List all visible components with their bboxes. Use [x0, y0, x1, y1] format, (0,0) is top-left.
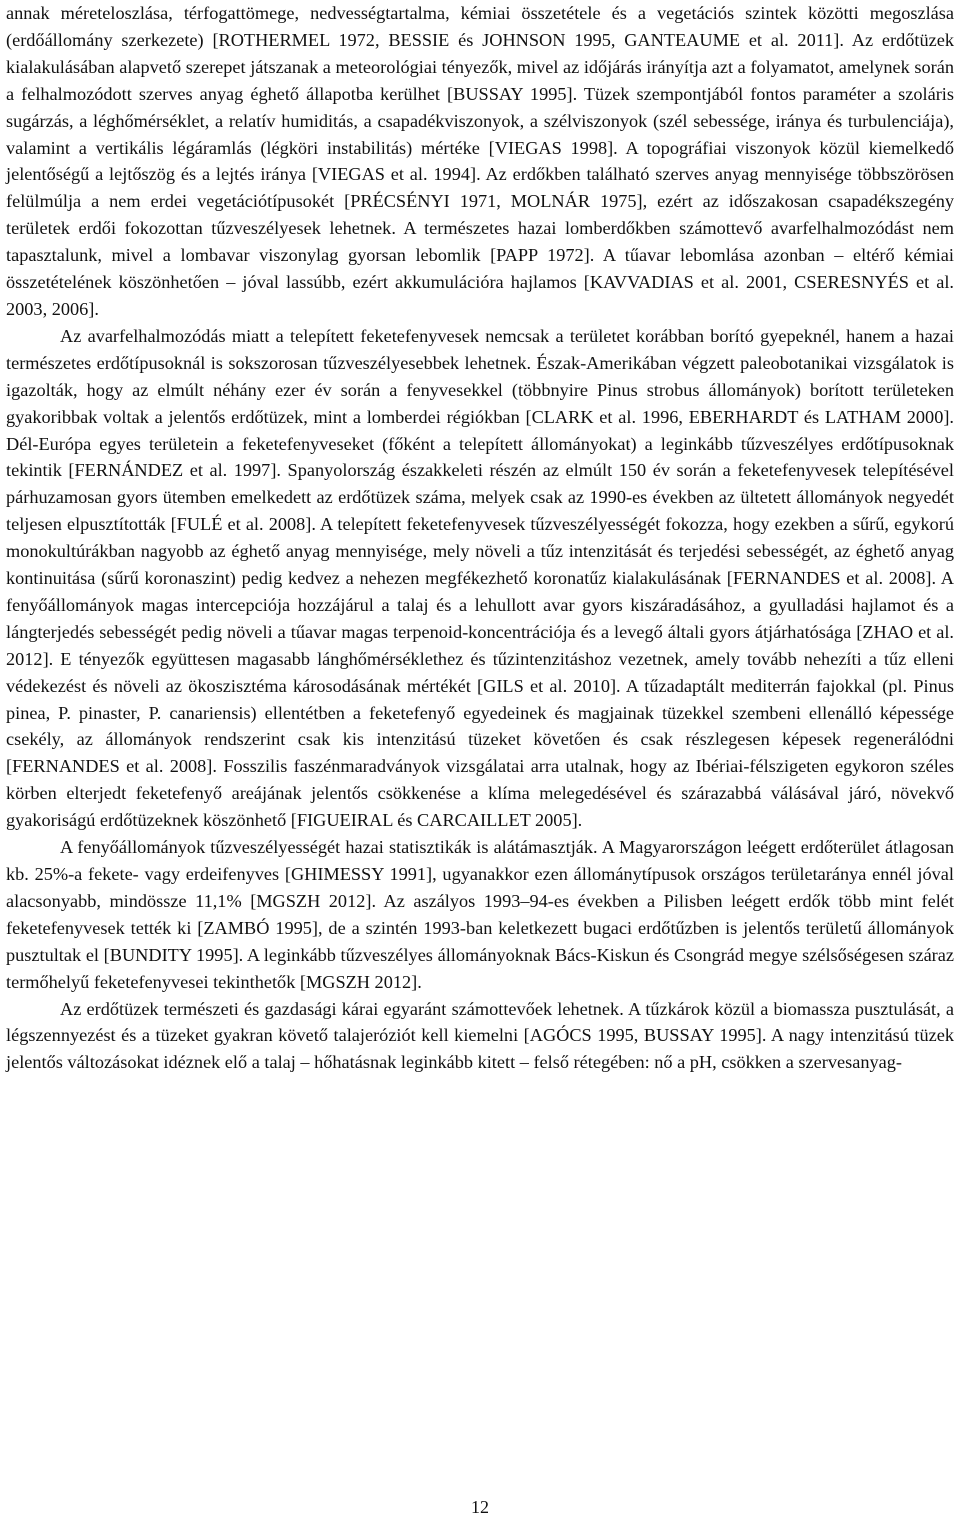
- paragraph-hungarian-statistics: A fenyőállományok tűzveszélyességét hazai statisztikák is alátámasztják. A Magyarországon leégett erdőterület átlagosan kb. 25%-a fekete- vagy erdeifenyves [GHIMESSY 1991], ugyanakkor ezen állománytípusok országos területaránya ennél jóval alacsonyabb, mindössze 11,1% [MGSZH 2012]. Az aszályos 1993–94-es években a Pilisben leégett erdők több mint felét feketefenyvesek tették ki [ZAMBÓ 1995], de a szintén 1993-ban keletkezett bugaci erdőtűzben is jelentős területű állományok pusztultak el [BUNDITY 1995]. A leginkább tűzveszélyes állományoknak Bács-Kiskun és Csongrád megye szélsőségesen száraz termőhelyű feketefenyvesei tekinthetők [MGSZH 2012].: [6, 837, 954, 992]
- paragraph-fire-factors: annak méreteloszlása, térfogattömege, nedvességtartalma, kémiai összetétele és a vegetációs szintek közötti megoszlása (erdőállomány szerkezete) [ROTHERMEL 1972, BESSIE és JOHNSON 1995, GANTEAUME et al. 2011]. Az erdőtüzek kialakulásában alapvető szerepet játszanak a meteorológiai tényezők, mivel az időjárás irányítja azt a folyamatot, amelynek során a felhalmozódott szerves anyag éghető állapotba kerülhet [BUSSAY 1995]. Tüzek szempontjából fontos paraméter a szoláris sugárzás, a léghőmérséklet, a relatív humiditás, a csapadékviszonyok, a szélviszonyok (szél sebessége, iránya és turbulenciája), valamint a vertikális légáramlás (légköri instabilitás) mértéke [VIEGAS 1998]. A topográfiai viszonyok közül kiemelkedő jelentőségű a lejtőszög és a lejtés iránya [VIEGAS et al. 1994]. Az erdőkben található szerves anyag mennyisége többszörösen felülmúlja a nem erdei vegetációtípusokét [PRÉCSÉNYI 1971, MOLNÁR 1975], ezért az időszakosan csapadékszegény területek erdői fokozottan tűzveszélyesek lehetnek. A természetes hazai lomberdőkben számottevő avarfelhalmozódást nem tapasztalunk, mivel a lombavar viszonylag gyorsan lebomlik [PAPP 1972]. A tűavar lebomlása azonban – eltérő kémiai összetételének köszönhetően – jóval lassúbb, ezért akkumulációra hajlamos [KAVVADIAS et al. 2001, CSERESNYÉS et al. 2003, 2006].: [6, 3, 954, 319]
- page-number: 12: [471, 1497, 489, 1517]
- paragraph-black-pine-litter: Az avarfelhalmozódás miatt a telepített feketefenyvesek nemcsak a területet korábban borító gyepeknél, hanem a hazai természetes erdőtípusoknál is sokszorosan tűzveszélyesebbek lehetnek. Észak-Amerikában végzett paleobotanikai vizsgálatok is igazolták, hogy az elmúlt néhány ezer év során a fenyvesekkel (többnyire Pinus strobus állományok) borított területeken gyakoribbak voltak a jelentős erdőtüzek, mint a lomberdei régiókban [CLARK et al. 1996, EBERHARDT és LATHAM 2000]. Dél-Európa egyes területein a feketefenyveseket (főként a telepített állományokat) a leginkább tűzveszélyes erdőtípusoknak tekintik [FERNÁNDEZ et al. 1997]. Spanyolország északkeleti részén az elmúlt 150 év során a feketefenyvesek telepítésével párhuzamosan gyors ütemben emelkedett az erdőtüzek száma, melyek csak az 1990-es években az ültetett állományok negyedét teljesen elpusztították [FULÉ et al. 2008]. A telepített feketefenyvesek tűzveszélyességét fokozza, hogy ezekben a sűrű, egykorú monokultúrákban nagyobb az éghető anyag mennyisége, mely növeli a tűz intenzitását és terjedési sebességét, az éghető anyag kontinuitása (sűrű koronaszint) pedig kedvez a nehezen megfékezhető koronatűz kialakulásának [FERNANDES et al. 2008]. A fenyőállományok magas intercepciója hozzájárul a talaj és a lehullott avar gyors kiszáradásához, a gyulladási hajlamot és a lángterjedés sebességét pedig növeli a tűavar magas terpenoid-koncentrációja és a levegő általi gyors átjárhatósága [ZHAO et al. 2012]. E tényezők együttesen magasabb lánghőmérséklethez és tűzintenzitáshoz vezetnek, amely tovább nehezíti a tűz elleni védekezést és növeli az ökoszisztéma károsodásának mértékét [GILS et al. 2010]. A tűzadaptált mediterrán fajokkal (pl. Pinus pinea, P. pinaster, P. canariensis) ellentétben a feketefenyő egyedeinek és magjainak tüzekkel szembeni ellenálló képessége csekély, az állományok rendszerint csak kis intenzitású tüzeket követően és csak részlegesen képesek regenerálódni [FERNANDES et al. 2008]. Fosszilis faszénmaradványok vizsgálatai arra utalnak, hogy az Ibériai-félszigeten egykoron széles körben elterjedt feketefenyő areájának jelentős csökkenése a klíma melegedésével és szárazabbá válásával járó, növekvő gyakoriságú erdőtüzeknek köszönhető [FIGUEIRAL és CARCAILLET 2005].: [6, 325, 954, 831]
- paragraph-fire-damage: Az erdőtüzek természeti és gazdasági kárai egyaránt számottevőek lehetnek. A tűzkárok közül a biomassza pusztulását, a légszennyezést és a tüzeket gyakran követő talajeróziót kell kiemelni [AGÓCS 1995, BUSSAY 1995]. A nagy intenzitású tüzek jelentős változásokat idéznek elő a talaj – hőhatásnak leginkább kitett – felső rétegében: nő a pH, csökken a szervesanyag-: [6, 998, 954, 1073]
